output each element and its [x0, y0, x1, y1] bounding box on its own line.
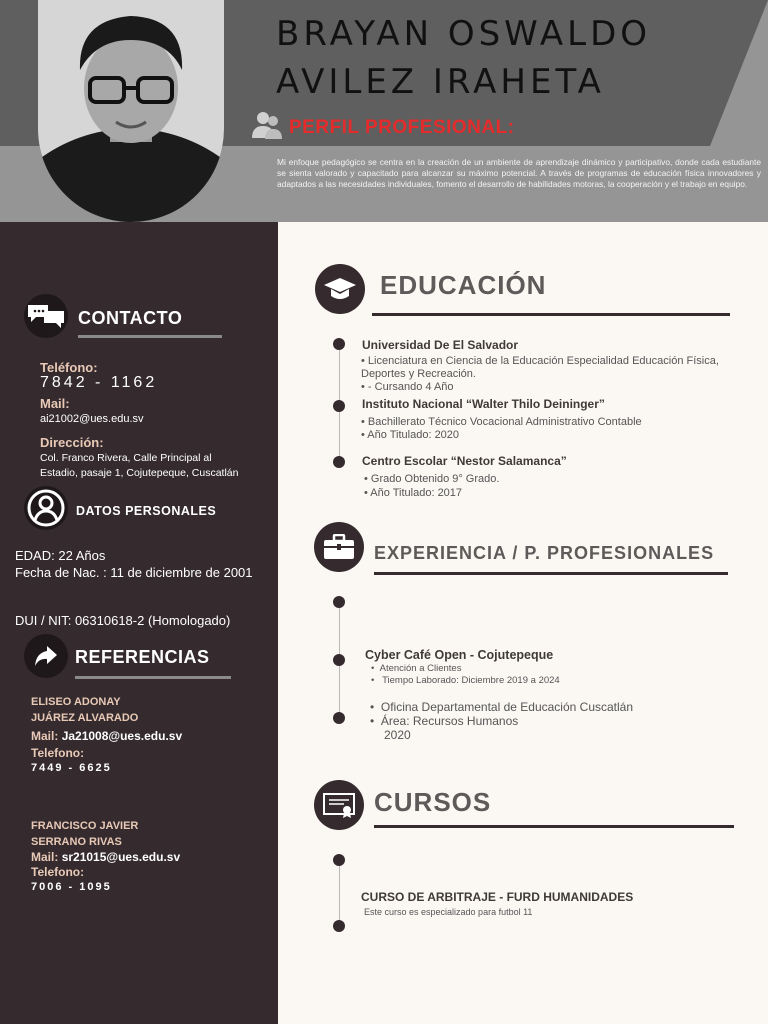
address-line-1: Col. Franco Rivera, Calle Principal al [40, 452, 212, 464]
job-2-item-1: • Oficina Departamental de Educación Cuscatlán [370, 700, 634, 714]
reference-2-mail-label: Mail: [31, 850, 59, 864]
reference-1-phone-label: Telefono: [31, 746, 85, 760]
reference-1-mail-value: Ja21008@ues.edu.sv [61, 729, 183, 743]
education-dot-3 [333, 456, 345, 468]
reference-1-name-2: JUÁREZ ALVARADO [31, 712, 139, 724]
reference-1-mail [31, 729, 182, 743]
education-1-line-3: • - Cursando 4 Año [361, 381, 454, 393]
mail-value: ai21002@ues.edu.sv [40, 413, 144, 425]
phone-value: 7842 - 1162 [40, 374, 158, 391]
personal-heading: DATOS PERSONALES [76, 504, 217, 518]
courses-heading: CURSOS [374, 787, 492, 817]
experience-dot-1 [333, 596, 345, 608]
education-3-title: Centro Escolar “Nestor Salamanca” [362, 454, 567, 468]
education-2-line-2: • Año Titulado: 2020 [361, 429, 460, 441]
job-2-item-1-text: Oficina Departamental de Educación Cuscatlán [380, 700, 634, 714]
job-1-title: Cyber Café Open - Cojutepeque [365, 648, 554, 662]
references-rule [75, 676, 231, 679]
contact-rule [78, 335, 222, 338]
users-icon [250, 108, 284, 142]
reference-2-name-1: FRANCISCO JAVIER [31, 820, 139, 832]
reference-2-phone: 7006 - 1095 [31, 881, 112, 893]
phone-label: Teléfono: [40, 360, 98, 375]
experience-dot-2 [333, 654, 345, 666]
reference-1-phone: 7449 - 6625 [31, 762, 112, 774]
full-name [276, 10, 651, 106]
course-title: CURSO DE ARBITRAJE - FURD HUMANIDADES [361, 890, 634, 904]
job-2-item-2-text: Área: Recursos Humanos [380, 714, 519, 728]
reference-2-mail [31, 850, 180, 864]
address-label: Dirección: [40, 435, 104, 450]
graduation-cap-icon [315, 264, 365, 314]
profile-title: PERFIL PROFESIONAL: [289, 117, 515, 138]
courses-dot-2 [333, 920, 345, 932]
contact-heading: CONTACTO [78, 308, 183, 328]
name-line-1: BRAYAN OSWALDO [276, 14, 652, 54]
certificate-icon [314, 780, 364, 830]
education-2-line-1: • Bachillerato Técnico Vocacional Administrativo Contable [361, 416, 642, 428]
profile-photo [38, 0, 224, 222]
job-1-item-1-text: Atención a Clientes [379, 663, 462, 674]
job-1-item-2-text: Tiempo Laborado: Diciembre 2019 a 2024 [379, 675, 560, 686]
briefcase-icon [314, 522, 364, 572]
birth-date: Fecha de Nac. : 11 de diciembre de 2001 [15, 565, 253, 580]
job-2-year: 2020 [384, 728, 411, 742]
education-1-line-1: • Licenciatura en Ciencia de la Educación Especialidad Educación Física, [361, 355, 719, 367]
course-description: Este curso es especializado para futbol 11 [364, 907, 533, 917]
job-1-item-2: • Tiempo Laborado: Diciembre 2019 a 2024 [371, 675, 560, 686]
user-circle-icon [24, 486, 68, 530]
education-rule [372, 313, 730, 316]
job-1-item-1: • Atención a Clientes [371, 663, 462, 674]
courses-rule [374, 825, 734, 828]
education-3-line-2: • Año Titulado: 2017 [364, 487, 463, 499]
age-value: EDAD: 22 Años [15, 548, 106, 563]
courses-timeline [339, 860, 340, 926]
experience-dot-3 [333, 712, 345, 724]
share-arrow-icon [24, 634, 68, 678]
education-1-line-2: Deportes y Recreación. [361, 368, 476, 380]
chat-bubbles-icon [24, 294, 68, 338]
reference-1-name-1: ELISEO ADONAY [31, 696, 121, 708]
name-line-2: AVILEZ IRAHETA [276, 62, 605, 102]
education-2-title: Instituto Nacional “Walter Thilo Deininger” [362, 397, 605, 411]
references-heading: REFERENCIAS [75, 647, 210, 667]
experience-rule [374, 572, 728, 575]
mail-label: Mail: [40, 396, 70, 411]
profile-text: Mi enfoque pedagógico se centra en la creación de un ambiente de aprendizaje dinámico y participativo, donde cada estudiante se sienta valorado y capacitado para alcanzar su máximo potencial. A través de programas de educación física innovadores y adaptados a las necesidades individuales, fomento el desarrollo de habilidades motoras, la cooperación y el trabajo en equipo. [277, 157, 761, 190]
reference-1-mail-label: Mail: [31, 729, 59, 743]
experience-heading: EXPERIENCIA / P. PROFESIONALES [374, 543, 715, 563]
dui-nit: DUI / NIT: 06310618-2 (Homologado) [15, 613, 231, 628]
job-2-item-2: • Área: Recursos Humanos [370, 714, 519, 728]
education-1-title: Universidad De El Salvador [362, 338, 519, 352]
education-3-line-1: • Grado Obtenido 9° Grado. [364, 473, 500, 485]
education-dot-1 [333, 338, 345, 350]
education-heading: EDUCACIÓN [380, 270, 547, 300]
courses-dot-1 [333, 854, 345, 866]
reference-2-name-2: SERRANO RIVAS [31, 836, 122, 848]
education-dot-2 [333, 400, 345, 412]
reference-2-mail-value: sr21015@ues.edu.sv [61, 850, 181, 864]
reference-2-phone-label: Telefono: [31, 865, 85, 879]
address-line-2: Estadio, pasaje 1, Cojutepeque, Cuscatlán [40, 467, 239, 479]
